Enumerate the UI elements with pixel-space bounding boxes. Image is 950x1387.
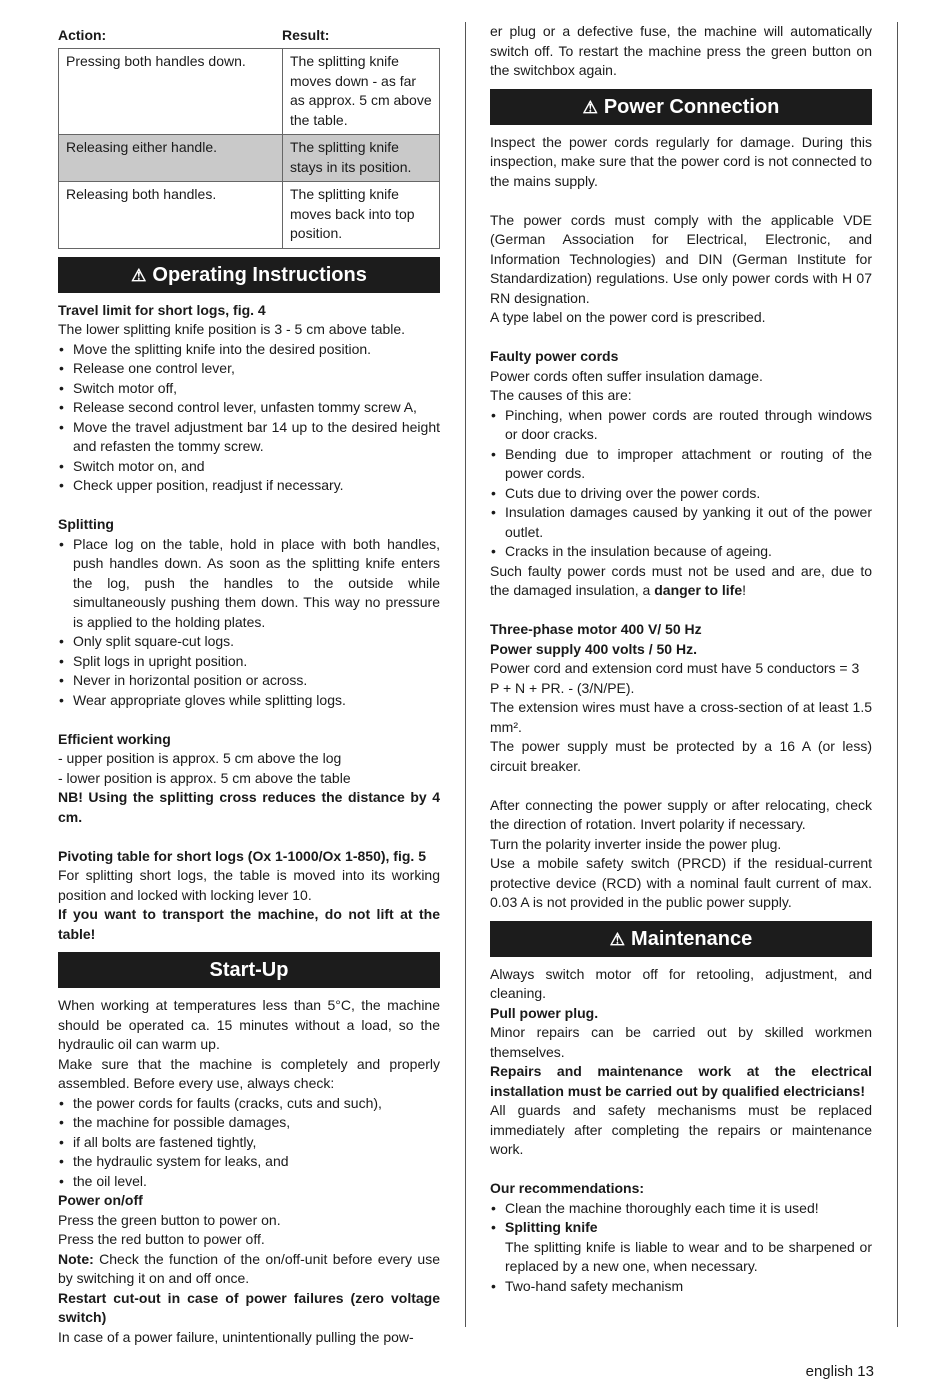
repairs-warning: Repairs and maintenance work at the electrical installation must be carried out by qualified electricians! — [490, 1063, 872, 1099]
faulty-conclusion — [490, 562, 872, 601]
faulty-conclusion-text: Such faulty power cords must not be used and are, due to the damaged insulation, a — [490, 562, 872, 598]
list-item: • Insulation damages caused by yanking it out of the power outlet. — [490, 503, 872, 542]
startup-list — [58, 1094, 440, 1192]
list-item: • the hydraulic system for leaks, and — [58, 1152, 440, 1172]
list-item — [490, 1218, 872, 1277]
list-item: • the machine for possible damages, — [58, 1113, 440, 1133]
faulty-p2: The causes of this are: — [490, 387, 632, 403]
table-cell-action: Releasing either handle. — [59, 135, 283, 182]
operating-title: Operating Instructions — [152, 263, 367, 286]
warning-triangle-icon: ⚠ — [609, 929, 626, 949]
note-text: Check the function of the on/off-unit before every use by switching it on and off once. — [58, 1250, 440, 1286]
table-row — [59, 49, 440, 135]
start-up-banner — [58, 952, 440, 988]
motor-p1: Power cord and extension cord must have 5 conductors = 3 P + N + PR. - (3/N/PE). — [490, 660, 860, 696]
list-item: • Only split square-cut logs. — [58, 632, 440, 652]
power-onoff-heading: Power on/off — [58, 1192, 143, 1208]
rec-splitting-knife-head: Splitting knife — [505, 1219, 598, 1235]
table-header — [58, 22, 440, 48]
travel-intro: The lower splitting knife position is 3 - 5 cm above table. — [58, 321, 406, 337]
power-p1: Inspect the power cords regularly for damage. During this inspection, make sure that the power cord is not connected to the mains supply. — [490, 133, 872, 189]
efficient-line: - lower position is approx. 5 cm above the table — [58, 769, 351, 786]
startup-p1: When working at temperatures less than 5°C, the machine should be operated ca. 15 minutes without a load, so the hydraulic oil can warm up. — [58, 997, 440, 1052]
table-cell-action: Releasing both handles. — [59, 182, 283, 249]
list-item: • the oil level. — [58, 1172, 440, 1192]
after-p3: Use a mobile safety switch (PRCD) if the residual-current protective device (RCD) with a nominal fault current of max. 0.03 A is not provided in the public power supply. — [490, 855, 872, 910]
action-result-table — [58, 48, 440, 249]
list-item: • Split logs in upright position. — [58, 652, 440, 672]
exclamation: ! — [742, 582, 747, 598]
left-column — [58, 22, 440, 1347]
operating-instructions-banner — [58, 257, 440, 293]
startup-title: Start-Up — [209, 959, 289, 981]
danger-to-life: danger to life — [654, 582, 743, 598]
supply-heading: Power supply 400 volts / 50 Hz. — [490, 640, 697, 657]
pull-plug: Pull power plug. — [490, 1004, 599, 1021]
power-title: Power Connection — [603, 95, 780, 118]
list-item: • if all bolts are fastened tightly, — [58, 1133, 440, 1153]
list-item: • Move the travel adjustment bar 14 up to the desired height and refasten the tommy screw. — [58, 418, 440, 457]
splitting-list — [58, 535, 440, 711]
efficient-line: - upper position is approx. 5 cm above the log — [58, 750, 342, 766]
list-item: • Cuts due to driving over the power cords. — [490, 484, 872, 504]
after-p2: Turn the polarity inverter inside the power plug. — [490, 835, 782, 852]
motor-p2: The extension wires must have a cross-section of at least 1.5 mm². — [490, 699, 872, 735]
list-item: • Cracks in the insulation because of ageing. — [490, 542, 872, 562]
restart-text-left: In case of a power failure, unintentionally pulling the pow- — [58, 1328, 414, 1345]
table-row — [59, 135, 440, 182]
faulty-list — [490, 406, 872, 562]
power-p3: A type label on the power cord is prescribed. — [490, 309, 766, 325]
table-cell-result: The splitting knife moves back into top position. — [283, 182, 440, 249]
power-on-text: Press the green button to power on. — [58, 1211, 281, 1228]
recommendations-heading: Our recommendations: — [490, 1180, 645, 1196]
startup-p2: Make sure that the machine is completely and properly assembled. Before every use, always check: — [58, 1055, 440, 1091]
maint-p1: Always switch motor off for retooling, adjustment, and cleaning. — [490, 965, 872, 1001]
warning-triangle-icon: ⚠ — [582, 97, 598, 117]
list-item: • Pinching, when power cords are routed through windows or door cracks. — [490, 406, 872, 445]
pivot-heading: Pivoting table for short logs (Ox 1-1000/Ox 1-850), fig. 5 — [58, 847, 426, 864]
pivot-warning: If you want to transport the machine, do not lift at the table! — [58, 906, 440, 942]
list-item: • Place log on the table, hold in place with both handles, push handles down. As soon as the splitting knife enters the log, push the handles to the outside while simultaneously pushing them down. This way no pressure is applied to the holding plates. — [58, 535, 440, 633]
table-cell-action: Pressing both handles down. — [59, 49, 283, 135]
list-item: • Never in horizontal position or across. — [58, 671, 440, 691]
efficient-heading: Efficient working — [58, 730, 171, 747]
warning-triangle-icon: ⚠ — [131, 265, 147, 285]
list-item: • Switch motor off, — [58, 379, 440, 399]
splitting-heading: Splitting — [58, 516, 114, 532]
after-p1: After connecting the power supply or after relocating, check the direction of rotation. Invert polarity if necessary. — [490, 796, 872, 832]
table-header-result: Result: — [282, 27, 330, 43]
page-number: english 13 — [805, 1363, 874, 1380]
recommendations-list — [490, 1199, 872, 1297]
list-item: • Switch motor on, and — [58, 457, 440, 477]
travel-list — [58, 340, 440, 496]
power-off-text: Press the red button to power off. — [58, 1231, 265, 1247]
maint-p3: All guards and safety mechanisms must be replaced immediately after completing the repairs or maintenance work. — [490, 1102, 872, 1157]
power-p2: The power cords must comply with the applicable VDE (German Association for Electrical, Electronic, and Information Technologies) and DIN (German Institute for Standardization) regulations. Use only power cords with H 07 RN designation. — [490, 211, 872, 306]
restart-text-right: er plug or a defective fuse, the machine will automatically switch off. To restart the machine press the green button on the switchbox again. — [490, 23, 872, 78]
table-cell-result: The splitting knife stays in its position. — [283, 135, 440, 182]
note-label: Note: — [58, 1250, 94, 1267]
list-item: • Release second control lever, unfasten tommy screw A, — [58, 398, 440, 418]
power-connection-banner — [490, 89, 872, 125]
list-item: • Clean the machine thoroughly each time it is used! — [490, 1199, 872, 1219]
note-paragraph — [58, 1250, 440, 1289]
list-item: • Move the splitting knife into the desired position. — [58, 340, 440, 360]
maintenance-title: Maintenance — [631, 927, 753, 950]
rec-splitting-knife-text: The splitting knife is liable to wear and to be sharpened or replaced by a new one, when necessary. — [505, 1238, 872, 1274]
list-item: • Wear appropriate gloves while splitting logs. — [58, 691, 440, 711]
efficient-nb: NB! Using the splitting cross reduces the distance by 4 cm. — [58, 789, 440, 825]
list-item: • Two-hand safety mechanism — [490, 1277, 872, 1297]
motor-p3: The power supply must be protected by a 16 A (or less) circuit breaker. — [490, 738, 872, 774]
restart-heading: Restart cut-out in case of power failures (zero voltage switch) — [58, 1289, 440, 1325]
list-item: • Bending due to improper attachment or routing of the power cords. — [490, 445, 872, 484]
right-margin-rule — [897, 22, 898, 1327]
table-cell-result: The splitting knife moves down - as far as approx. 5 cm above the table. — [283, 49, 440, 135]
table-header-action: Action: — [58, 27, 107, 43]
list-item: • Release one control lever, — [58, 359, 440, 379]
list-item: • the power cords for faults (cracks, cuts and such), — [58, 1094, 440, 1114]
faulty-heading: Faulty power cords — [490, 348, 619, 364]
right-column — [490, 22, 872, 1296]
table-row — [59, 182, 440, 249]
faulty-p1: Power cords often suffer insulation damage. — [490, 367, 763, 384]
travel-heading: Travel limit for short logs, fig. 4 — [58, 301, 266, 318]
column-divider — [465, 22, 466, 1327]
list-item: • Check upper position, readjust if necessary. — [58, 476, 440, 496]
motor-heading: Three-phase motor 400 V/ 50 Hz — [490, 621, 702, 637]
maint-p2: Minor repairs can be carried out by skilled workmen themselves. — [490, 1024, 872, 1060]
pivot-text: For splitting short logs, the table is moved into its working position and locked with locking lever 10. — [58, 867, 440, 903]
maintenance-banner — [490, 921, 872, 957]
